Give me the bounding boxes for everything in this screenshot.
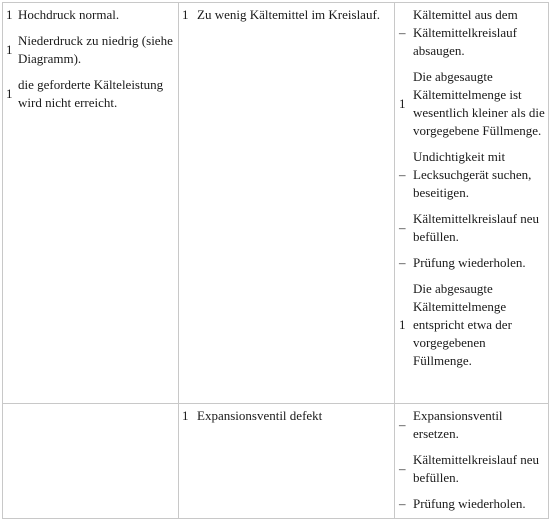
symptom-text: Niederdruck zu niedrig (siehe Diagramm). — [18, 33, 173, 66]
remedy-item — [398, 6, 546, 60]
remedy-text: Die abgesaugte Kältemittelmenge ist wesentlich kleiner als die vorgegebene Füllmenge. — [413, 69, 545, 138]
symptom-item — [6, 6, 176, 24]
cause-cell — [179, 3, 395, 404]
table-row — [3, 404, 549, 519]
bullet-marker: 1 — [182, 7, 189, 22]
bullet-marker: 1 — [182, 408, 189, 423]
dash-marker: – — [399, 25, 406, 40]
remedy-text: Kältemittelkreislauf neu befüllen. — [413, 452, 539, 485]
remedy-text: Kältemittel aus dem Kältemittelkreislauf absaugen. — [413, 7, 518, 58]
remedy-text: Die abgesaugte Kältemittelmenge entspricht etwa der vorgegebenen Füllmenge. — [413, 281, 512, 368]
cause-item — [182, 6, 392, 24]
bullet-marker: 1 — [399, 96, 406, 111]
remedy-item — [398, 210, 546, 246]
cause-item — [182, 407, 392, 425]
dash-marker: – — [399, 167, 406, 182]
bullet-marker: 1 — [6, 7, 13, 22]
remedy-text: Undichtigkeit mit Lecksuchgerät suchen, beseitigen. — [413, 149, 532, 200]
bullet-marker: 1 — [399, 317, 406, 332]
remedy-item — [398, 254, 546, 272]
remedy-item — [398, 68, 546, 140]
remedy-text: Expansionsventil ersetzen. — [413, 408, 503, 441]
remedy-item — [398, 280, 546, 370]
cause-text: Zu wenig Kältemittel im Kreislauf. — [197, 7, 381, 22]
remedy-item — [398, 495, 546, 513]
symptom-text: die geforderte Kälteleistung wird nicht erreicht. — [18, 77, 164, 110]
cause-text: Expansionsventil defekt — [197, 408, 323, 423]
remedy-text: Prüfung wiederholen. — [413, 255, 526, 270]
dash-marker: – — [399, 496, 406, 511]
remedies-cell — [395, 3, 549, 404]
symptoms-cell — [3, 3, 179, 404]
remedy-item — [398, 407, 546, 443]
cause-cell — [179, 404, 395, 519]
dash-marker: – — [399, 417, 406, 432]
remedy-item — [398, 451, 546, 487]
table-row — [3, 3, 549, 404]
remedy-item — [398, 148, 546, 202]
dash-marker: – — [399, 255, 406, 270]
bullet-marker: 1 — [6, 86, 13, 101]
dash-marker: – — [399, 461, 406, 476]
symptoms-cell — [3, 404, 179, 519]
dash-marker: – — [399, 220, 406, 235]
symptom-item — [6, 76, 176, 112]
remedy-text: Kältemittelkreislauf neu befüllen. — [413, 211, 539, 244]
troubleshooting-table — [2, 2, 549, 519]
bullet-marker: 1 — [6, 42, 13, 57]
symptom-item — [6, 32, 176, 68]
remedy-text: Prüfung wiederholen. — [413, 496, 526, 511]
symptom-text: Hochdruck normal. — [18, 7, 120, 22]
remedies-cell — [395, 404, 549, 519]
